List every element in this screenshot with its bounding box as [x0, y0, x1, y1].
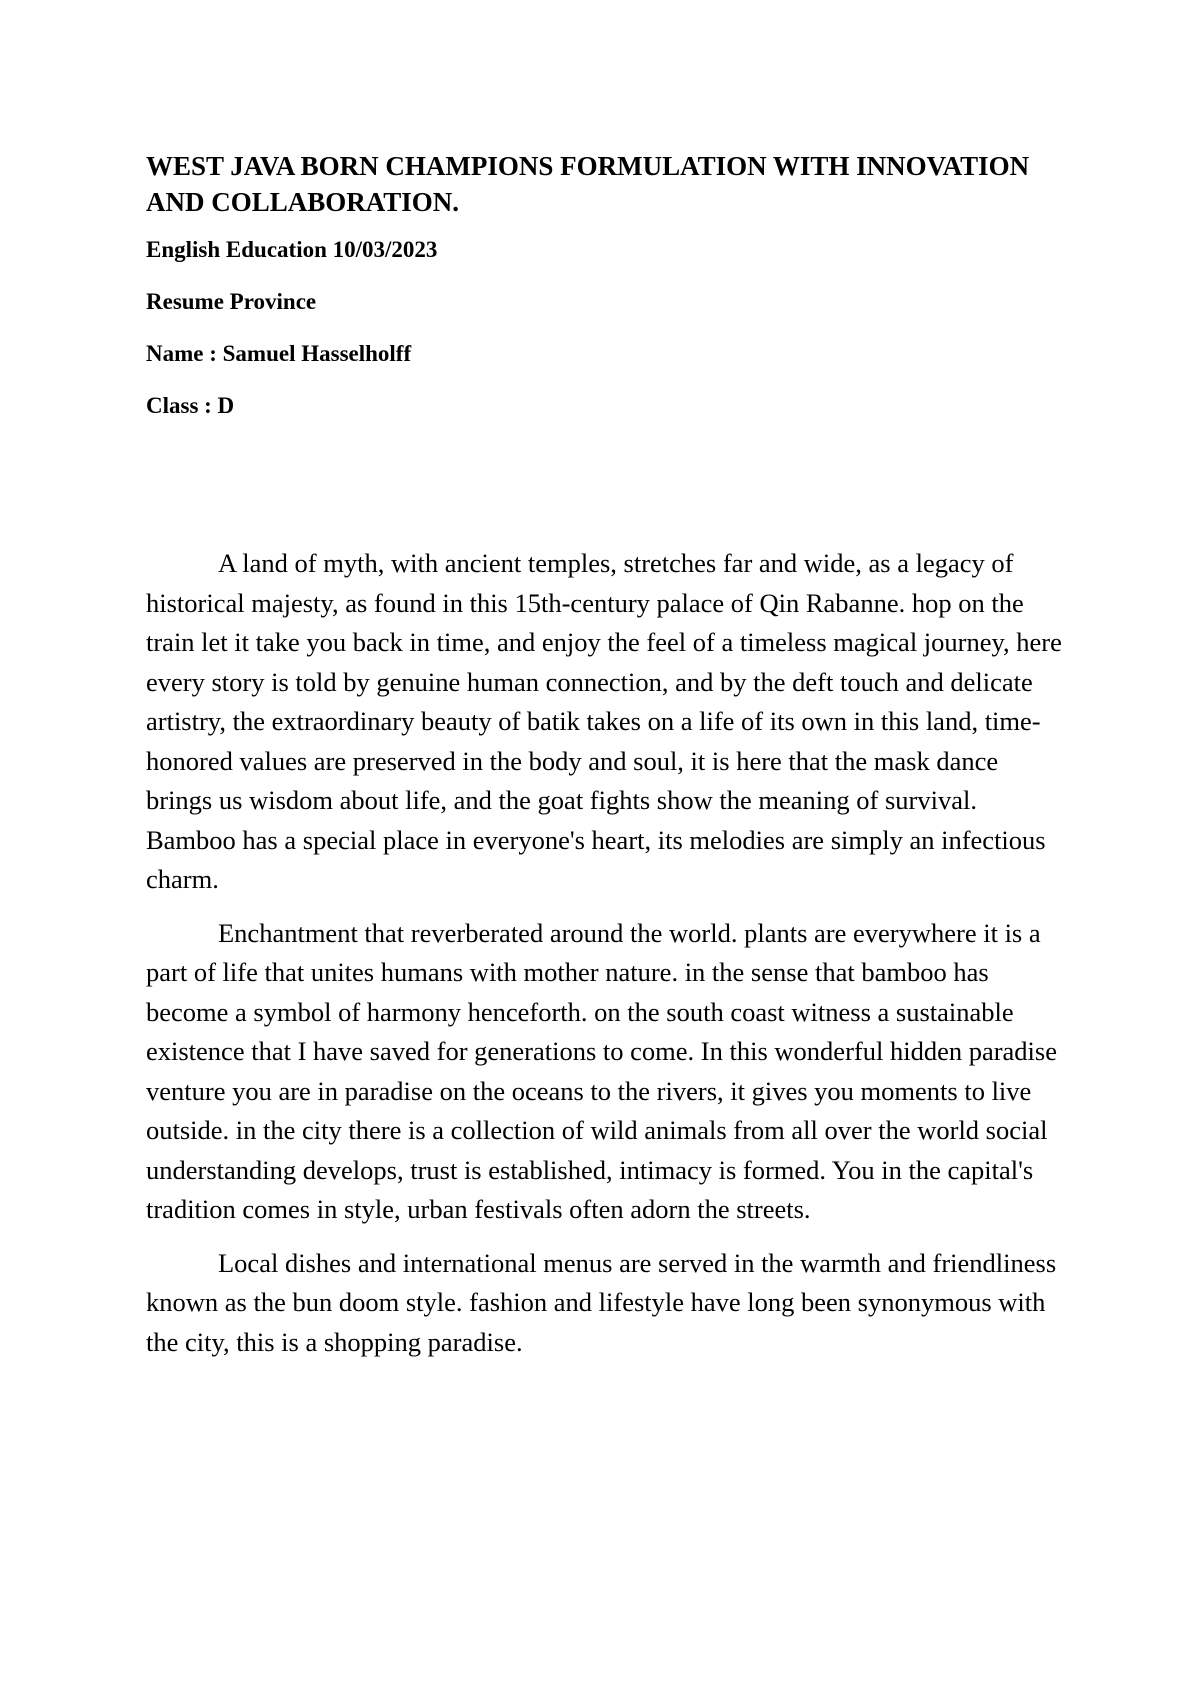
- meta-topic: Resume Province: [146, 289, 317, 314]
- document-title: WEST JAVA BORN CHAMPIONS FORMULATION WITH INNOVATION AND COLLABORATION.: [146, 151, 1030, 217]
- paragraph-3: Local dishes and international menus are served in the warmth and friendliness known as the bun doom style. fashion and lifestyle have long been synonymous with the city, this is a shopping paradise.: [146, 1247, 1057, 1357]
- document-body: [146, 544, 1066, 1362]
- paragraph-2: Enchantment that reverberated around the world. plants are everywhere it is a part of life that unites humans with mother nature. in the sense that bamboo has become a symbol of harmony henceforth. on the south coast witness a sustainable existence that I have saved for generations to come. In this wonderful hidden paradise venture you are in paradise on the oceans to the rivers, it gives you moments to live outside. in the city there is a collection of wild animals from all over the world social understanding develops, trust is established, intimacy is formed. You in the capital's tradition comes in style, urban festivals often adorn the streets.: [146, 917, 1057, 1224]
- meta-student-name: Name : Samuel Hasselholff: [146, 341, 412, 366]
- document-content: [146, 148, 1066, 1376]
- meta-class: Class : D: [146, 393, 235, 418]
- paragraph-1: A land of myth, with ancient temples, stretches far and wide, as a legacy of historical majesty, as found in this 15th-century palace of Qin Rabanne. hop on the train let it take you back in time, and enjoy the feel of a timeless magical journey, here every story is told by genuine human connection, and by the deft touch and delicate artistry, the extraordinary beauty of batik takes on a life of its own in this land, time-honored values are preserved in the body and soul, it is here that the mask dance brings us wisdom about life, and the goat fights show the meaning of survival. Bamboo has a special place in everyone's heart, its melodies are simply an infectious charm.: [146, 548, 1062, 894]
- meta-course-date: English Education 10/03/2023: [146, 237, 438, 262]
